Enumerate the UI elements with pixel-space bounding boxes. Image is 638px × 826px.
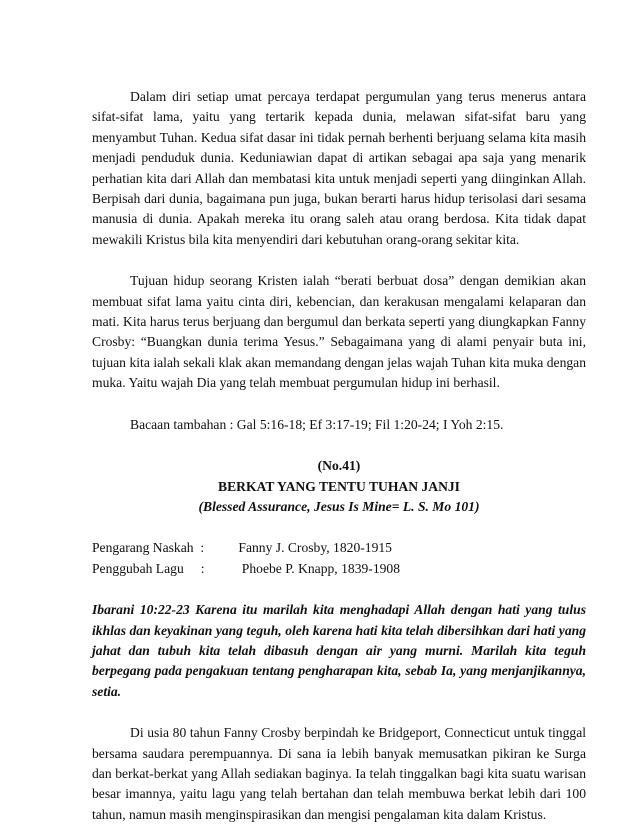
composer-label: Penggubah Lagu : <box>92 560 205 576</box>
composer-line <box>92 559 586 579</box>
composer-value: Phoebe P. Knapp, 1839-1908 <box>235 560 401 576</box>
additional-reading: Bacaan tambahan : Gal 5:16-18; Ef 3:17-19; Fil 1:20-24; I Yoh 2:15. <box>130 416 504 432</box>
hymn-title: BERKAT YANG TENTU TUHAN JANJI <box>218 478 460 494</box>
body-paragraph: Tujuan hidup seorang Kristen ialah “berati berbuat dosa” dengan demikian akan membuat sifat lama yaitu cinta diri, kebencian, dan kerakusan mengalami kelaparan dan mati. Kita harus terus berjuang dan bergumul dan berkata seperti yang diungkapkan Fanny Crosby: “Buangkan dunia terima Yesus.” Sebagaimana yang di alami penyair buta ini, tujuan kita ialah sekali klak akan memandang dengan jelas wajah Tuhan kita muka dengan muka. Yaitu wajah Dia yang telah membuat pergumulan hidup ini berhasil. <box>92 273 586 391</box>
author-value: Fanny J. Crosby, 1820-1915 <box>235 540 392 556</box>
author-label: Pengarang Naskah : <box>92 540 205 556</box>
document-page <box>92 87 586 825</box>
author-line <box>92 538 586 558</box>
scripture-verse: Ibarani 10:22-23 Karena itu marilah kita menghadapi Allah dengan hati yang tulus ikhlas dan keyakinan yang teguh, oleh karena hati kita telah dibersihkan dari hati yang jahat dan tubuh kita telah dibasuh dengan air yang murni. Marilah kita teguh berpegang pada pengakuan tentang pengharapan kita, sebab Ia, yang menjanjikannya, setia. <box>92 602 586 699</box>
body-paragraph: Di usia 80 tahun Fanny Crosby berpindah ke Bridgeport, Connecticut untuk tinggal bersama saudara perempuannya. Di sana ia lebih banyak memusatkan pikiran ke Surga dan berkat-berkat yang Allah sediakan baginya. Ia telah tinggalkan bagi kita suatu warisan besar imannya, yaitu lagu yang telah bertahan dan telah membuwa berkat lebih dari 100 tahun, namun masih menginspirasikan dan mengisi pengalaman kita dalam Kristus. <box>92 725 586 822</box>
hymn-number: (No.41) <box>317 458 361 474</box>
hymn-subtitle: (Blessed Assurance, Jesus Is Mine= L. S. Mo 101) <box>198 498 480 514</box>
body-paragraph: Dalam diri setiap umat percaya terdapat pergumulan yang terus menerus antara sifat-sifat lama, yaitu yang tertarik kepada dunia, melawan sifat-sifat baru yang menyambut Tuhan. Kedua sifat dasar ini tidak pernah berhenti berjuang selama kita masih menjadi penduduk dunia. Keduniawian dapat di artikan sebagai apa saja yang menarik perhatian kita dari Allah dan membatasi kita untuk menjadi seperti yang diinginkan Allah. Berpisah dari dunia, bagaimana pun juga, bukan berarti harus hidup terisolasi dari sesama manusia di dunia. Apakah mereka itu orang saleh atau orang berdosa. Kita tidak dapat mewakili Kristus bila kita menyendiri dari kebutuhan orang-orang sekitar kita. <box>92 89 586 247</box>
